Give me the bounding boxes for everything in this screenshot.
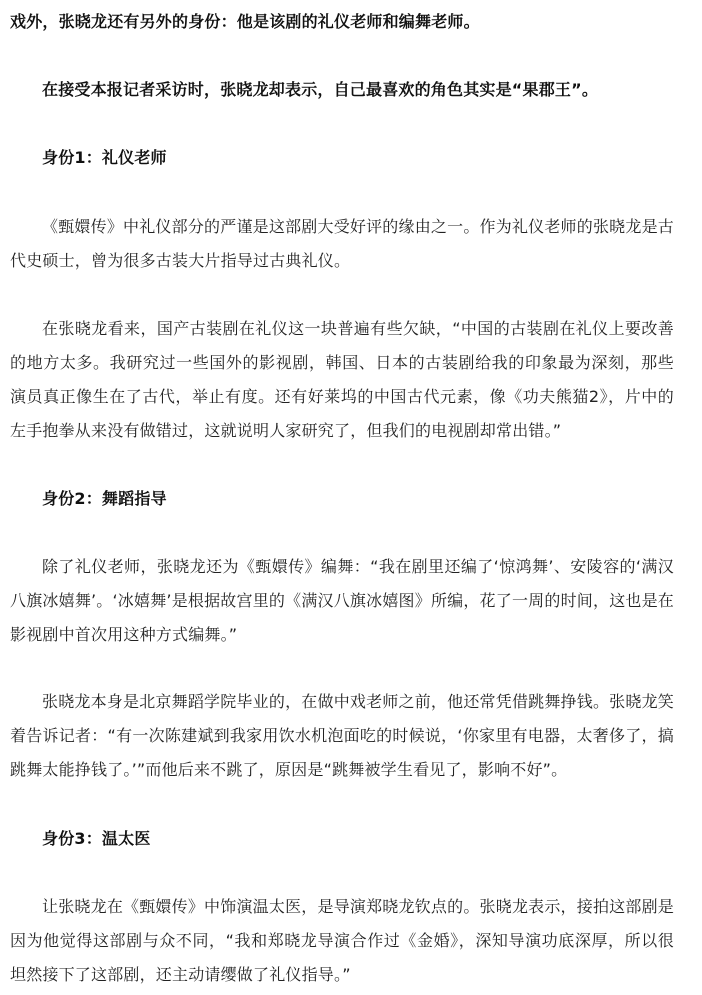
section-heading-3: 身份3：温太医 [42, 829, 151, 848]
paragraph-dance-background: 张晓龙本身是北京舞蹈学院毕业的，在做中戏老师之前，他还常凭借跳舞挣钱。张晓龙笑着告诉记者：“有一次陈建斌到我家用饮水机泡面吃的时候说，‘你家里有电器，太奢侈了，搞跳舞太能挣钱了。’”而他后来不跳了，原因是“跳舞被学生看见了，影响不好”。 [10, 692, 674, 779]
paragraph-intro: 戏外，张晓龙还有另外的身份：他是该剧的礼仪老师和编舞老师。 [10, 12, 480, 31]
section-heading-2: 身份2：舞蹈指导 [42, 489, 167, 508]
section-heading-1: 身份1：礼仪老师 [42, 148, 167, 167]
paragraph-dance-choreography: 除了礼仪老师，张晓龙还为《甄嬛传》编舞：“我在剧里还编了‘惊鸿舞’、安陵容的‘满汉八旗冰嬉舞’。‘冰嬉舞’是根据故宫里的《满汉八旗冰嬉图》所编，花了一周的时间，这也是在影视剧中首次用这种方式编舞。” [10, 557, 674, 644]
paragraph-etiquette-intro: 《甄嬛传》中礼仪部分的严谨是这部剧大受好评的缘由之一。作为礼仪老师的张晓龙是古代史硕士，曾为很多古装大片指导过古典礼仪。 [10, 217, 674, 270]
paragraph-etiquette-opinion: 在张晓龙看来，国产古装剧在礼仪这一块普遍有些欠缺，“中国的古装剧在礼仪上要改善的地方太多。我研究过一些国外的影视剧，韩国、日本的古装剧给我的印象最为深刻，那些演员真正像生在了古代，举止有度。还有好莱坞的中国古代元素，像《功夫熊猫2》，片中的左手抱拳从来没有做错过，这就说明人家研究了，但我们的电视剧却常出错。” [10, 319, 674, 440]
paragraph-doctor-role: 让张晓龙在《甄嬛传》中饰演温太医，是导演郑晓龙钦点的。张晓龙表示，接拍这部剧是因为他觉得这部剧与众不同，“我和郑晓龙导演合作过《金婚》，深知导演功底深厚，所以很坦然接下了这部剧，还主动请缨做了礼仪指导。” [10, 897, 674, 984]
paragraph-lead: 在接受本报记者采访时，张晓龙却表示，自己最喜欢的角色其实是“果郡王”。 [42, 80, 599, 99]
